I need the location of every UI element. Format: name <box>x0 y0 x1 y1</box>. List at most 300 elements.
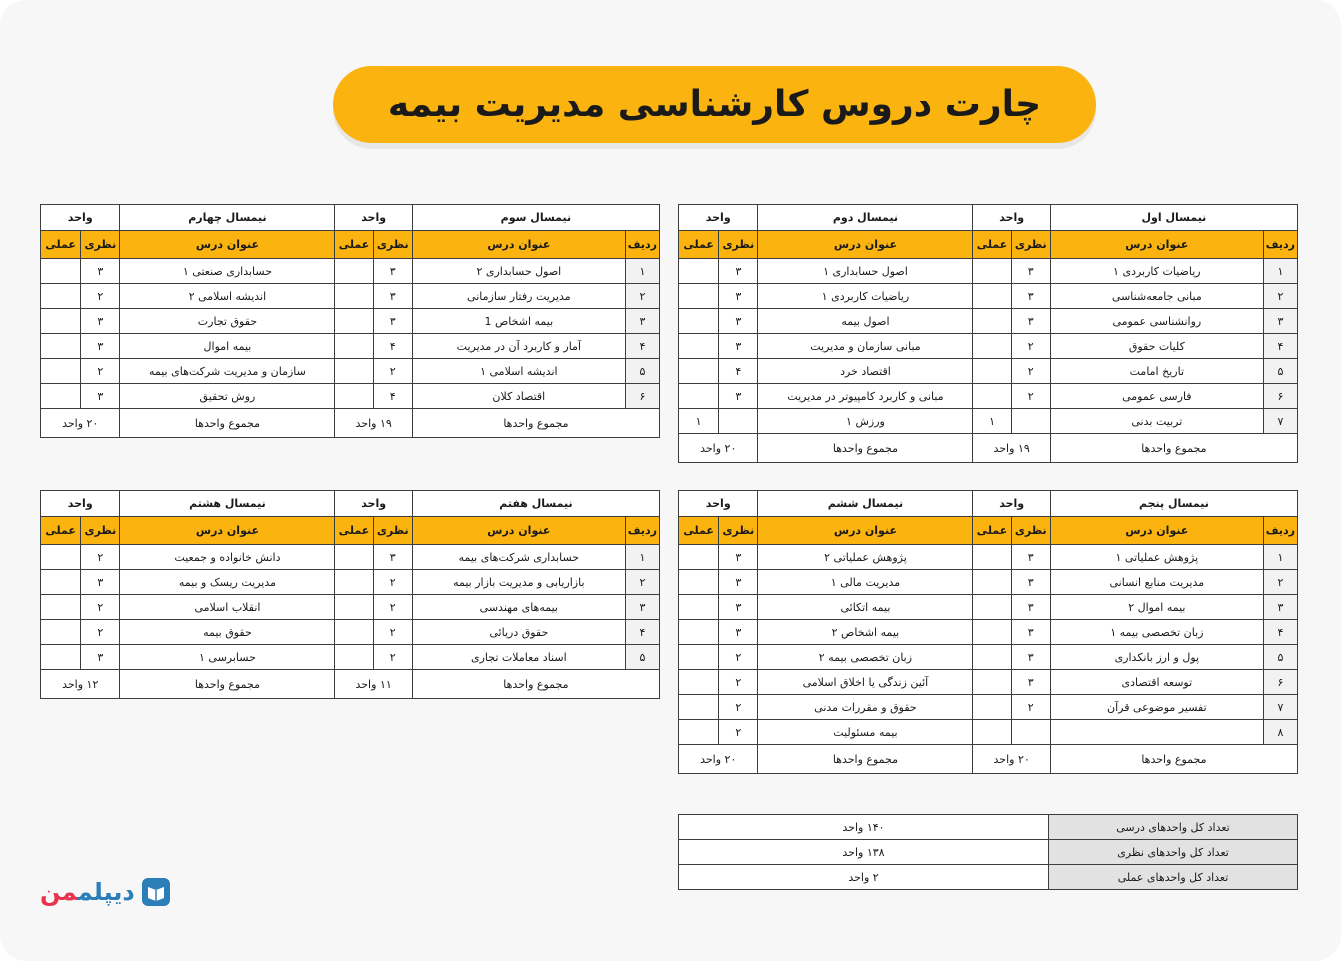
theory-units: ۳ <box>1011 284 1050 309</box>
practical-units <box>41 284 81 309</box>
course-title: مبانی و کاربرد کامپیوتر در مدیریت <box>758 384 973 409</box>
practical-units <box>679 334 719 359</box>
theory-units: ۳ <box>373 284 412 309</box>
practical-units <box>973 545 1011 570</box>
course-title: اندیشه اسلامی ۲ <box>120 284 335 309</box>
semester-name: نیمسال ششم <box>758 491 973 517</box>
total-label: مجموع واحدها <box>1050 745 1297 774</box>
theory-units: ۳ <box>1011 645 1050 670</box>
logo-text-man: من <box>40 878 78 906</box>
course-title: توسعه اقتصادی <box>1050 670 1263 695</box>
theory-units <box>1011 720 1050 745</box>
course-title: بیمه‌های مهندسی <box>412 595 625 620</box>
theory-units: ۲ <box>373 570 412 595</box>
practical-units <box>973 720 1011 745</box>
page-title: چارت دروس کارشناسی مدیریت بیمه <box>333 66 1096 143</box>
total-row <box>41 670 660 699</box>
practical-units <box>973 309 1011 334</box>
course-title: اصول حسابداری ۲ <box>412 259 625 284</box>
practical-units <box>335 334 373 359</box>
course-title: زبان تخصصی بیمه ۲ <box>758 645 973 670</box>
theory-units: ۳ <box>373 309 412 334</box>
semester-table <box>40 490 660 699</box>
course-title: بیمه اموال ۲ <box>1050 595 1263 620</box>
course-title: حقوق بیمه <box>120 620 335 645</box>
practical-units <box>679 595 719 620</box>
semester-name: نیمسال چهارم <box>120 205 335 231</box>
row-number: ۲ <box>625 570 659 595</box>
logo-text-diplom: دیپلم <box>77 878 135 906</box>
theory-units: ۳ <box>719 284 758 309</box>
course-col-header: عنوان درس <box>1050 517 1263 545</box>
practical-units <box>973 359 1011 384</box>
theory-units: ۲ <box>373 359 412 384</box>
course-title: حقوق و مقررات مدنی <box>758 695 973 720</box>
row-number: ۱ <box>625 545 659 570</box>
units-header: واحد <box>41 205 120 231</box>
logo-wordmark <box>40 878 135 906</box>
theory-units: ۳ <box>719 259 758 284</box>
theory-units: ۳ <box>373 259 412 284</box>
practical-units <box>335 309 373 334</box>
semester-header-row <box>41 491 660 517</box>
row-number: ۷ <box>1263 695 1297 720</box>
theory-units: ۳ <box>719 595 758 620</box>
theory-units: ۳ <box>719 334 758 359</box>
theory-units: ۳ <box>1011 545 1050 570</box>
table-row <box>41 284 660 309</box>
theory-units: ۳ <box>81 259 120 284</box>
units-header: واحد <box>679 205 758 231</box>
theory-units: ۲ <box>81 595 120 620</box>
theory-units: ۳ <box>1011 620 1050 645</box>
practical-units <box>973 384 1011 409</box>
theory-units: ۲ <box>81 620 120 645</box>
total-value: ۱۹ واحد <box>973 434 1050 463</box>
table-row <box>679 670 1298 695</box>
course-title: بازاریابی و مدیریت بازار بیمه <box>412 570 625 595</box>
theory-units: ۳ <box>1011 570 1050 595</box>
course-title: مدیریت منابع انسانی <box>1050 570 1263 595</box>
practical-units <box>335 645 373 670</box>
table-row <box>679 359 1298 384</box>
summary-label: تعداد کل واحدهای عملی <box>1049 865 1298 890</box>
table-row <box>679 545 1298 570</box>
practical-units <box>679 384 719 409</box>
practical-units <box>679 359 719 384</box>
course-title: اصول حسابداری ۱ <box>758 259 973 284</box>
theory-units: ۳ <box>1011 595 1050 620</box>
theory-units: ۳ <box>719 309 758 334</box>
semester-name: نیمسال دوم <box>758 205 973 231</box>
row-number: ۳ <box>1263 309 1297 334</box>
summary-table <box>678 814 1298 890</box>
course-title: ریاضیات کاربردی ۱ <box>1050 259 1263 284</box>
row-number: ۴ <box>1263 620 1297 645</box>
practical-units <box>41 259 81 284</box>
course-title: پول و ارز بانکداری <box>1050 645 1263 670</box>
total-label: مجموع واحدها <box>412 409 659 438</box>
practical-units <box>335 384 373 409</box>
theory-col-header: نظری <box>1011 517 1050 545</box>
total-label: مجموع واحدها <box>758 434 973 463</box>
row-number: ۷ <box>1263 409 1297 434</box>
theory-col-header: نظری <box>719 231 758 259</box>
column-header-row <box>679 231 1298 259</box>
course-col-header: عنوان درس <box>1050 231 1263 259</box>
practical-units <box>679 570 719 595</box>
theory-units: ۳ <box>719 570 758 595</box>
table-row <box>679 570 1298 595</box>
row-number: ۲ <box>625 284 659 309</box>
course-title: تاریخ امامت <box>1050 359 1263 384</box>
practical-units <box>679 259 719 284</box>
theory-units: ۳ <box>719 384 758 409</box>
row-col-header: ردیف <box>1263 231 1297 259</box>
semester-name: نیمسال پنجم <box>1050 491 1297 517</box>
course-title: بیمه اشخاص ۲ <box>758 620 973 645</box>
total-label: مجموع واحدها <box>758 745 973 774</box>
theory-units: ۳ <box>719 545 758 570</box>
theory-units: ۲ <box>81 284 120 309</box>
summary-value: ۲ واحد <box>679 865 1049 890</box>
practical-col-header: عملی <box>41 231 81 259</box>
practical-col-header: عملی <box>973 231 1011 259</box>
table-row <box>41 334 660 359</box>
book-icon <box>141 877 171 907</box>
practical-col-header: عملی <box>679 231 719 259</box>
course-col-header: عنوان درس <box>412 517 625 545</box>
row-number: ۶ <box>625 384 659 409</box>
course-title: مبانی جامعه‌شناسی <box>1050 284 1263 309</box>
row-number: ۴ <box>625 620 659 645</box>
table-row <box>679 720 1298 745</box>
row-number: ۴ <box>625 334 659 359</box>
course-title: کلیات حقوق <box>1050 334 1263 359</box>
practical-units <box>679 284 719 309</box>
course-title: حسابداری شرکت‌های بیمه <box>412 545 625 570</box>
summary-label: تعداد کل واحدهای نظری <box>1049 840 1298 865</box>
row-number: ۳ <box>625 309 659 334</box>
table-row <box>679 334 1298 359</box>
table-row <box>679 695 1298 720</box>
practical-units <box>973 570 1011 595</box>
theory-units: ۲ <box>1011 695 1050 720</box>
row-number: ۶ <box>1263 384 1297 409</box>
row-col-header: ردیف <box>625 517 659 545</box>
row-number: ۶ <box>1263 670 1297 695</box>
total-value: ۲۰ واحد <box>41 409 120 438</box>
row-number: ۱ <box>1263 545 1297 570</box>
practical-units <box>335 259 373 284</box>
theory-units: ۴ <box>373 384 412 409</box>
course-title: فارسی عمومی <box>1050 384 1263 409</box>
practical-units <box>335 595 373 620</box>
practical-units: ۱ <box>973 409 1011 434</box>
total-row <box>41 409 660 438</box>
course-title: روانشناسی عمومی <box>1050 309 1263 334</box>
course-title: آئین زندگی یا اخلاق اسلامی <box>758 670 973 695</box>
total-label: مجموع واحدها <box>412 670 659 699</box>
practical-units <box>679 620 719 645</box>
theory-col-header: نظری <box>373 231 412 259</box>
semester-header-row <box>679 491 1298 517</box>
course-title: مدیریت مالی ۱ <box>758 570 973 595</box>
total-value: ۲۰ واحد <box>973 745 1050 774</box>
units-header: واحد <box>335 491 412 517</box>
course-title: حقوق تجارت <box>120 309 335 334</box>
column-header-row <box>41 231 660 259</box>
theory-units: ۲ <box>81 359 120 384</box>
semester-name: نیمسال هشتم <box>120 491 335 517</box>
row-number: ۵ <box>1263 359 1297 384</box>
theory-units: ۳ <box>81 570 120 595</box>
semester-header-row <box>41 205 660 231</box>
row-number: ۱ <box>1263 259 1297 284</box>
practical-units <box>973 259 1011 284</box>
table-row <box>679 409 1298 434</box>
theory-units: ۳ <box>719 620 758 645</box>
course-title: مبانی سازمان و مدیریت <box>758 334 973 359</box>
units-header: واحد <box>973 205 1050 231</box>
theory-units: ۳ <box>1011 309 1050 334</box>
course-title: حسابرسی ۱ <box>120 645 335 670</box>
course-col-header: عنوان درس <box>758 517 973 545</box>
table-row <box>679 384 1298 409</box>
course-title: روش تحقیق <box>120 384 335 409</box>
theory-units: ۴ <box>373 334 412 359</box>
theory-units: ۳ <box>1011 670 1050 695</box>
course-title: مدیریت رفتار سازمانی <box>412 284 625 309</box>
practical-units <box>41 359 81 384</box>
theory-units: ۳ <box>1011 259 1050 284</box>
units-header: واحد <box>41 491 120 517</box>
practical-units <box>41 595 81 620</box>
table-row <box>679 309 1298 334</box>
row-number: ۱ <box>625 259 659 284</box>
course-title: انقلاب اسلامی <box>120 595 335 620</box>
practical-units <box>973 595 1011 620</box>
theory-col-header: نظری <box>81 517 120 545</box>
practical-units <box>335 620 373 645</box>
course-title: اقتصاد خرد <box>758 359 973 384</box>
row-col-header: ردیف <box>1263 517 1297 545</box>
course-title: حقوق دریائی <box>412 620 625 645</box>
summary-row <box>679 865 1298 890</box>
semester-table <box>678 490 1298 774</box>
table-row <box>679 284 1298 309</box>
table-row <box>41 620 660 645</box>
total-value: ۱۲ واحد <box>41 670 120 699</box>
row-number: ۵ <box>1263 645 1297 670</box>
table-row <box>41 545 660 570</box>
practical-col-header: عملی <box>335 517 373 545</box>
theory-col-header: نظری <box>81 231 120 259</box>
theory-col-header: نظری <box>1011 231 1050 259</box>
practical-units <box>679 645 719 670</box>
course-title: تفسیر موضوعی قرآن <box>1050 695 1263 720</box>
course-title: پژوهش عملیاتی ۱ <box>1050 545 1263 570</box>
summary-label: تعداد کل واحدهای درسی <box>1049 815 1298 840</box>
semester-table <box>40 204 660 438</box>
practical-units <box>973 695 1011 720</box>
table-row <box>41 384 660 409</box>
total-value: ۱۹ واحد <box>335 409 412 438</box>
theory-units: ۲ <box>373 620 412 645</box>
brand-logo[interactable] <box>40 874 171 910</box>
practical-units <box>679 695 719 720</box>
semester-name: نیمسال سوم <box>412 205 659 231</box>
practical-col-header: عملی <box>41 517 81 545</box>
units-header: واحد <box>679 491 758 517</box>
table-row <box>41 309 660 334</box>
course-title: بیمه اشخاص 1 <box>412 309 625 334</box>
course-title: ریاضیات کاربردی ۱ <box>758 284 973 309</box>
course-title: بیمه اموال <box>120 334 335 359</box>
practical-units <box>41 570 81 595</box>
row-number: ۳ <box>625 595 659 620</box>
theory-units: ۳ <box>81 645 120 670</box>
row-number: ۲ <box>1263 570 1297 595</box>
practical-units <box>679 309 719 334</box>
theory-units: ۳ <box>81 309 120 334</box>
practical-units <box>973 334 1011 359</box>
theory-units: ۲ <box>719 720 758 745</box>
course-title: آمار و کاربرد آن در مدیریت <box>412 334 625 359</box>
course-title: اقتصاد کلان <box>412 384 625 409</box>
practical-units <box>335 545 373 570</box>
practical-col-header: عملی <box>335 231 373 259</box>
practical-units <box>335 570 373 595</box>
practical-units <box>679 670 719 695</box>
theory-units: ۲ <box>719 670 758 695</box>
practical-units <box>41 384 81 409</box>
row-col-header: ردیف <box>625 231 659 259</box>
row-number: ۵ <box>625 645 659 670</box>
practical-units <box>973 670 1011 695</box>
table-row <box>41 570 660 595</box>
column-header-row <box>41 517 660 545</box>
practical-col-header: عملی <box>973 517 1011 545</box>
table-row <box>41 645 660 670</box>
practical-units <box>679 545 719 570</box>
course-title <box>1050 720 1263 745</box>
practical-units <box>335 359 373 384</box>
theory-units: ۲ <box>719 645 758 670</box>
course-col-header: عنوان درس <box>758 231 973 259</box>
semester-name: نیمسال هفتم <box>412 491 659 517</box>
row-number: ۵ <box>625 359 659 384</box>
practical-units <box>973 645 1011 670</box>
theory-units: ۳ <box>373 545 412 570</box>
practical-col-header: عملی <box>679 517 719 545</box>
practical-units <box>973 284 1011 309</box>
practical-units <box>41 645 81 670</box>
row-number: ۴ <box>1263 334 1297 359</box>
total-label: مجموع واحدها <box>1050 434 1297 463</box>
summary-row <box>679 815 1298 840</box>
practical-units <box>41 309 81 334</box>
practical-units <box>41 334 81 359</box>
units-header: واحد <box>335 205 412 231</box>
theory-units: ۲ <box>373 595 412 620</box>
course-title: دانش خانواده و جمعیت <box>120 545 335 570</box>
summary-row <box>679 840 1298 865</box>
course-title: بیمه مسئولیت <box>758 720 973 745</box>
row-number: ۲ <box>1263 284 1297 309</box>
practical-units <box>41 545 81 570</box>
column-header-row <box>679 517 1298 545</box>
course-col-header: عنوان درس <box>120 517 335 545</box>
practical-units <box>973 620 1011 645</box>
theory-units: ۲ <box>1011 334 1050 359</box>
theory-units <box>719 409 758 434</box>
practical-units <box>679 720 719 745</box>
table-row <box>41 359 660 384</box>
total-value: ۱۱ واحد <box>335 670 412 699</box>
table-row <box>679 259 1298 284</box>
theory-col-header: نظری <box>373 517 412 545</box>
semester-table <box>678 204 1298 463</box>
table-row <box>679 620 1298 645</box>
total-row <box>679 745 1298 774</box>
practical-units: ۱ <box>679 409 719 434</box>
units-header: واحد <box>973 491 1050 517</box>
table-row <box>679 595 1298 620</box>
theory-units <box>1011 409 1050 434</box>
course-title: اندیشه اسلامی ۱ <box>412 359 625 384</box>
semester-name: نیمسال اول <box>1050 205 1297 231</box>
course-title: اسناد معاملات تجاری <box>412 645 625 670</box>
total-value: ۲۰ واحد <box>679 745 758 774</box>
theory-units: ۳ <box>81 384 120 409</box>
summary-value: ۱۳۸ واحد <box>679 840 1049 865</box>
total-label: مجموع واحدها <box>120 409 335 438</box>
course-title: زبان تخصصی بیمه ۱ <box>1050 620 1263 645</box>
theory-units: ۲ <box>373 645 412 670</box>
practical-units <box>41 620 81 645</box>
theory-units: ۲ <box>81 545 120 570</box>
theory-units: ۳ <box>81 334 120 359</box>
row-number: ۸ <box>1263 720 1297 745</box>
semester-header-row <box>679 205 1298 231</box>
course-title: تربیت بدنی <box>1050 409 1263 434</box>
total-label: مجموع واحدها <box>120 670 335 699</box>
course-title: سازمان و مدیریت شرکت‌های بیمه <box>120 359 335 384</box>
theory-units: ۴ <box>719 359 758 384</box>
table-row <box>41 595 660 620</box>
course-col-header: عنوان درس <box>412 231 625 259</box>
practical-units <box>335 284 373 309</box>
theory-units: ۲ <box>1011 359 1050 384</box>
course-title: پژوهش عملیاتی ۲ <box>758 545 973 570</box>
theory-units: ۲ <box>1011 384 1050 409</box>
theory-units: ۲ <box>719 695 758 720</box>
total-value: ۲۰ واحد <box>679 434 758 463</box>
course-title: بیمه اتکائی <box>758 595 973 620</box>
course-title: ورزش ۱ <box>758 409 973 434</box>
course-title: مدیریت ریسک و بیمه <box>120 570 335 595</box>
theory-col-header: نظری <box>719 517 758 545</box>
table-row <box>679 645 1298 670</box>
row-number: ۳ <box>1263 595 1297 620</box>
course-col-header: عنوان درس <box>120 231 335 259</box>
table-row <box>41 259 660 284</box>
total-row <box>679 434 1298 463</box>
course-title: حسابداری صنعتی ۱ <box>120 259 335 284</box>
summary-value: ۱۴۰ واحد <box>679 815 1049 840</box>
course-title: اصول بیمه <box>758 309 973 334</box>
